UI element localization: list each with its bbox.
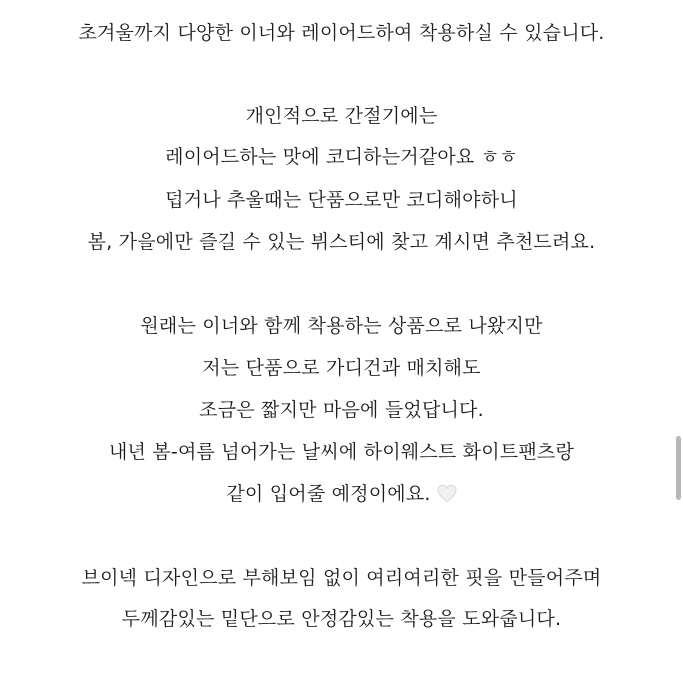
text-line: 봄, 가을에만 즐길 수 있는 뷔스티에 찾고 계시면 추천드려요. [87,231,596,253]
text-line: 저는 단품으로 가디건과 매치해도 [202,357,481,379]
text-line-with-emoji [0,481,683,507]
text-line: 레이어드하는 맛에 코디하는거같아요 ㅎㅎ [165,146,518,168]
text-line: 개인적으로 간절기에는 [245,105,438,127]
text-line: 브이넥 디자인으로 부해보임 없이 여리여리한 핏을 만들어주며 [81,567,602,589]
white-heart-icon [437,484,457,503]
text-line: 같이 입어줄 예정이에요. [226,483,431,505]
text-line: 덥거나 추울때는 단품으로만 코디해야하니 [165,189,518,211]
scrollbar-thumb[interactable] [676,436,681,500]
text-line: 원래는 이너와 함께 착용하는 상품으로 나왔지만 [140,315,543,337]
text-line: 초겨울까지 다양한 이너와 레이어드하여 착용하실 수 있습니다. [78,22,605,44]
text-line: 두께감있는 밑단으로 안정감있는 착용을 도와줍니다. [121,608,562,630]
text-line: 내년 봄-여름 넘어가는 날씨에 하이웨스트 화이트팬츠랑 [109,441,574,463]
text-line: 조금은 짧지만 마음에 들었답니다. [199,399,484,421]
